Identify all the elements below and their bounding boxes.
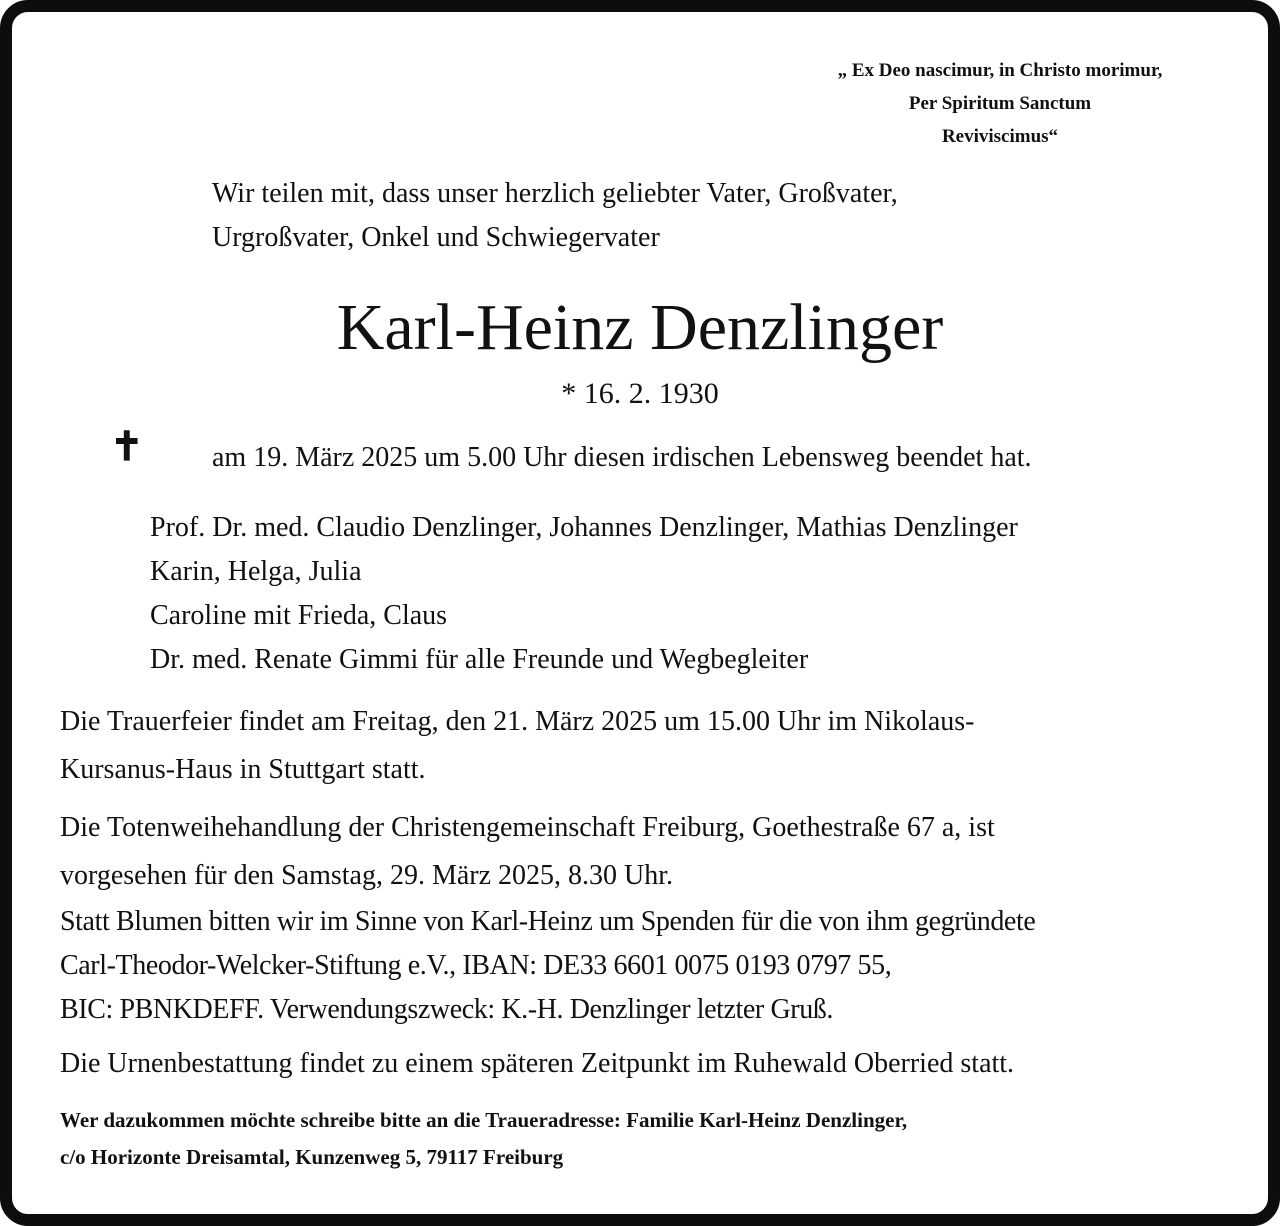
donation-line: BIC: PBNKDEFF. Verwendungszweck: K.-H. Denzlinger letzter Gruß. <box>60 994 834 1025</box>
latin-motto <box>780 54 1220 153</box>
contact-line: c/o Horizonte Dreisamtal, Kunzenweg 5, 79117 Freiburg <box>60 1145 564 1169</box>
intro-line: Urgroßvater, Onkel und Schwiegervater <box>212 222 660 253</box>
family-line: Prof. Dr. med. Claudio Denzlinger, Johannes Denzlinger, Mathias Denzlinger <box>150 512 1018 543</box>
consecration-paragraph <box>60 804 1230 900</box>
family-line: Caroline mit Frieda, Claus <box>150 600 448 631</box>
birth-date: * 16. 2. 1930 <box>561 377 719 410</box>
motto-line: „ Ex Deo nascimur, in Christo morimur, <box>837 60 1163 81</box>
consecration-line: Die Totenweihehandlung der Christengemeinschaft Freiburg, Goethestraße 67 a, ist <box>60 812 995 843</box>
motto-line: Reviviscimus“ <box>941 126 1059 147</box>
intro-text <box>212 172 1172 260</box>
consecration-line: vorgesehen für den Samstag, 29. März 2025, 8.30 Uhr. <box>60 860 674 891</box>
funeral-paragraph <box>60 698 1230 794</box>
burial-paragraph: Die Urnenbestattung findet zu einem späteren Zeitpunkt im Ruhewald Oberried statt. <box>60 1048 1015 1079</box>
donation-line: Statt Blumen bitten wir im Sinne von Karl-Heinz um Spenden für die von ihm gegründete <box>60 906 1036 937</box>
cross-icon: ✝ <box>110 424 144 469</box>
family-line: Dr. med. Renate Gimmi für alle Freunde und Wegbegleiter <box>150 644 809 675</box>
donation-paragraph <box>60 900 1230 1032</box>
death-line: am 19. März 2025 um 5.00 Uhr diesen irdischen Lebensweg beendet hat. <box>212 442 1032 473</box>
contact-note <box>60 1102 1230 1176</box>
motto-line: Per Spiritum Sanctum <box>908 93 1092 114</box>
donation-line: Carl-Theodor-Welcker-Stiftung e.V., IBAN: DE33 6601 0075 0193 0797 55, <box>60 950 892 981</box>
funeral-line: Die Trauerfeier findet am Freitag, den 21. März 2025 um 15.00 Uhr im Nikolaus- <box>60 706 975 737</box>
funeral-line: Kursanus-Haus in Stuttgart statt. <box>60 754 426 785</box>
contact-line: Wer dazukommen möchte schreibe bitte an die Traueradresse: Familie Karl-Heinz Denzlinger, <box>60 1108 908 1132</box>
intro-line: Wir teilen mit, dass unser herzlich geliebter Vater, Großvater, <box>212 178 898 209</box>
deceased-name: Karl-Heinz Denzlinger <box>336 291 944 364</box>
family-line: Karin, Helga, Julia <box>150 556 362 587</box>
family-list <box>150 506 1240 682</box>
